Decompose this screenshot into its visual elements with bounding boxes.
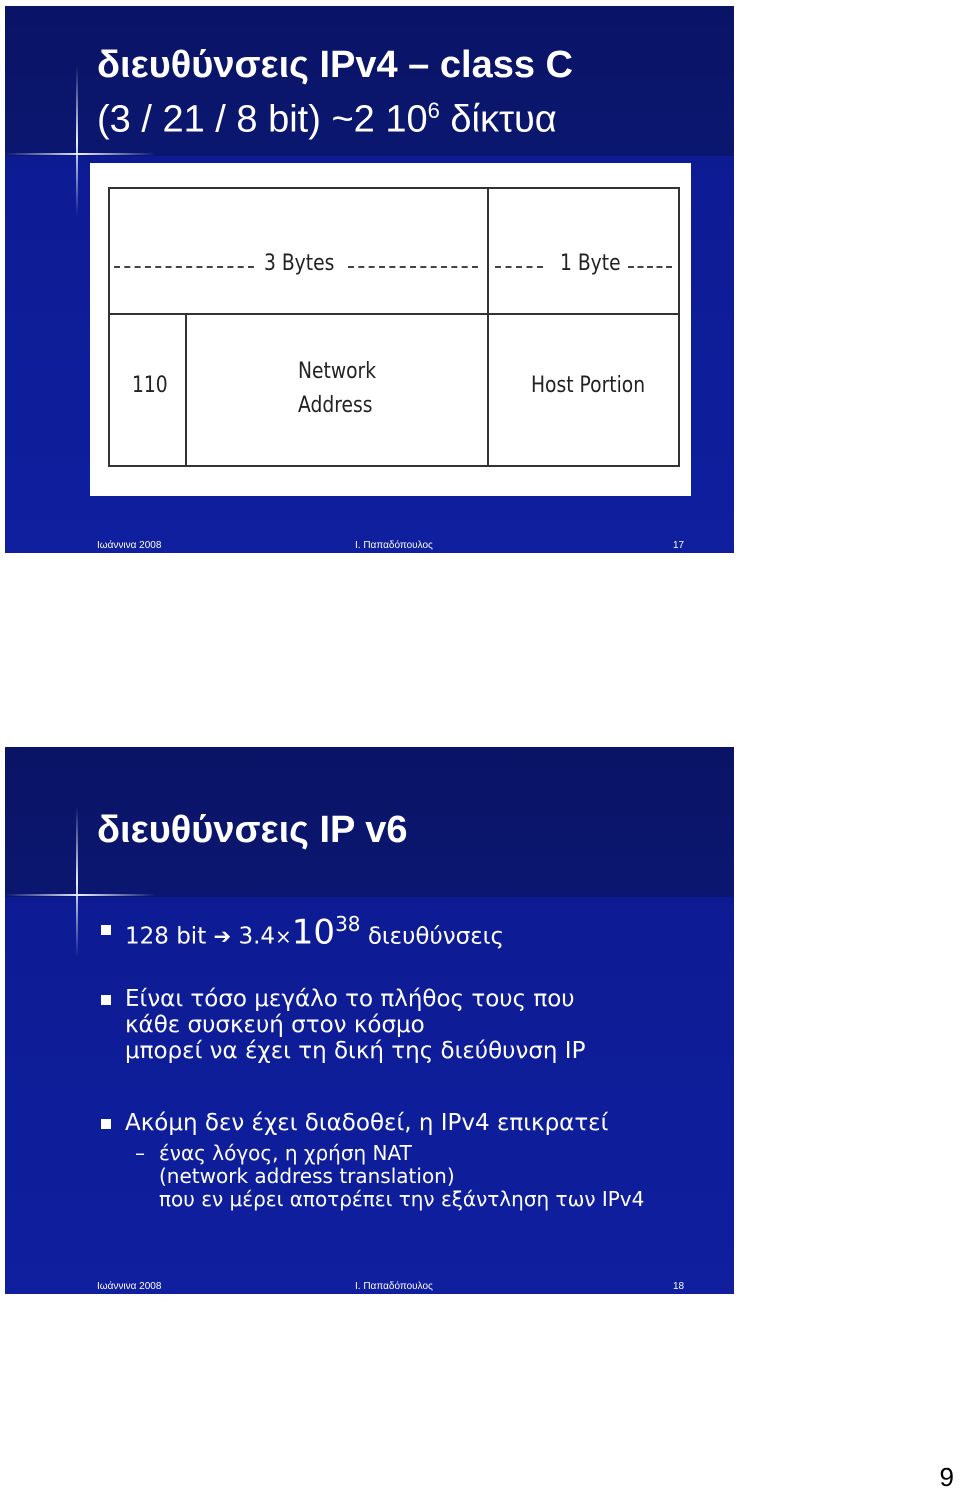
bullet-1-base: 10	[291, 912, 336, 953]
bytes-left-label: 3 Bytes	[264, 251, 335, 276]
title-line-1: διευθύνσεις IPv4 – class C	[97, 44, 573, 86]
slide-18	[5, 747, 734, 1294]
bullet-ipv4-dominant: Ακόμη δεν έχει διαδοθεί, η IPv4 επικρατεί	[125, 1110, 609, 1136]
bullet-1-text: 128 bit	[125, 923, 207, 950]
footer-author: Ι. Παπαδόπουλος	[355, 540, 433, 551]
dash-line	[114, 266, 254, 268]
sub-line: ένας λόγος, η χρήση NAT	[159, 1141, 412, 1165]
title-line-2	[97, 88, 573, 143]
prefix-bits-label: 110	[132, 373, 168, 398]
ipv4-class-c-diagram	[90, 163, 691, 496]
diagram-prefix-divider	[185, 313, 187, 465]
bullet-square-icon	[101, 1119, 111, 1129]
body-band	[5, 897, 734, 1294]
bullet-square-icon	[101, 995, 111, 1005]
network-address-label-1: Network	[298, 359, 377, 384]
bytes-right-label: 1 Byte	[560, 251, 621, 276]
footer-location: Ιωάννινα 2008	[97, 1281, 162, 1292]
sub-bullet-dash: –	[135, 1141, 145, 1165]
network-address-label-2: Address	[298, 393, 373, 418]
dash-line	[495, 266, 543, 268]
star-sparkle-icon	[76, 807, 78, 957]
star-sparkle-horizontal	[5, 153, 155, 155]
sub-line: (network address translation)	[159, 1164, 455, 1188]
bullet-2-line: μπορεί να έχει τη δική της διεύθυνση IP	[125, 1038, 586, 1064]
dash-line	[628, 266, 672, 268]
slide-title	[97, 42, 573, 143]
host-portion-label: Host Portion	[531, 373, 646, 398]
diagram-byte-divider	[487, 187, 489, 465]
bullet-ipv6-size	[125, 912, 504, 953]
star-sparkle-horizontal	[5, 894, 155, 896]
footer-location: Ιωάννινα 2008	[97, 540, 162, 551]
slide-title	[97, 807, 408, 853]
page-number: 9	[939, 1462, 954, 1492]
bullet-every-device	[125, 986, 585, 1064]
bullet-square-icon	[101, 925, 111, 935]
sub-bullet-nat	[159, 1142, 644, 1211]
title-line-2-suffix: δίκτυα	[439, 98, 557, 141]
bullet-1-suffix: διευθύνσεις	[360, 923, 504, 950]
times-sign: ×	[275, 924, 292, 949]
bullet-1-exponent: 38	[335, 912, 361, 936]
bullet-2-line: κάθε συσκευή στον κόσμο	[125, 1012, 425, 1038]
bullet-2-line: Είναι τόσο μεγάλο το πλήθος τους που	[125, 986, 575, 1012]
footer-slide-number: 17	[673, 540, 685, 551]
slide-17	[5, 6, 734, 553]
arrow-right-icon: ➔	[213, 924, 232, 949]
title-line-2-text: (3 / 21 / 8 bit) ~2 10	[97, 98, 428, 141]
footer-author: Ι. Παπαδόπουλος	[355, 1281, 433, 1292]
dash-line	[348, 266, 478, 268]
bullet-1-coefficient: 3.4	[231, 923, 276, 950]
diagram-frame	[108, 187, 680, 467]
star-sparkle-icon	[76, 66, 78, 216]
diagram-row-divider	[108, 313, 680, 315]
title-exponent: 6	[427, 98, 440, 123]
sub-line: που εν μέρει αποτρέπει την εξάντληση των IPv4	[159, 1187, 645, 1211]
footer-slide-number: 18	[673, 1281, 685, 1292]
title-text: διευθύνσεις IP v6	[97, 809, 408, 851]
